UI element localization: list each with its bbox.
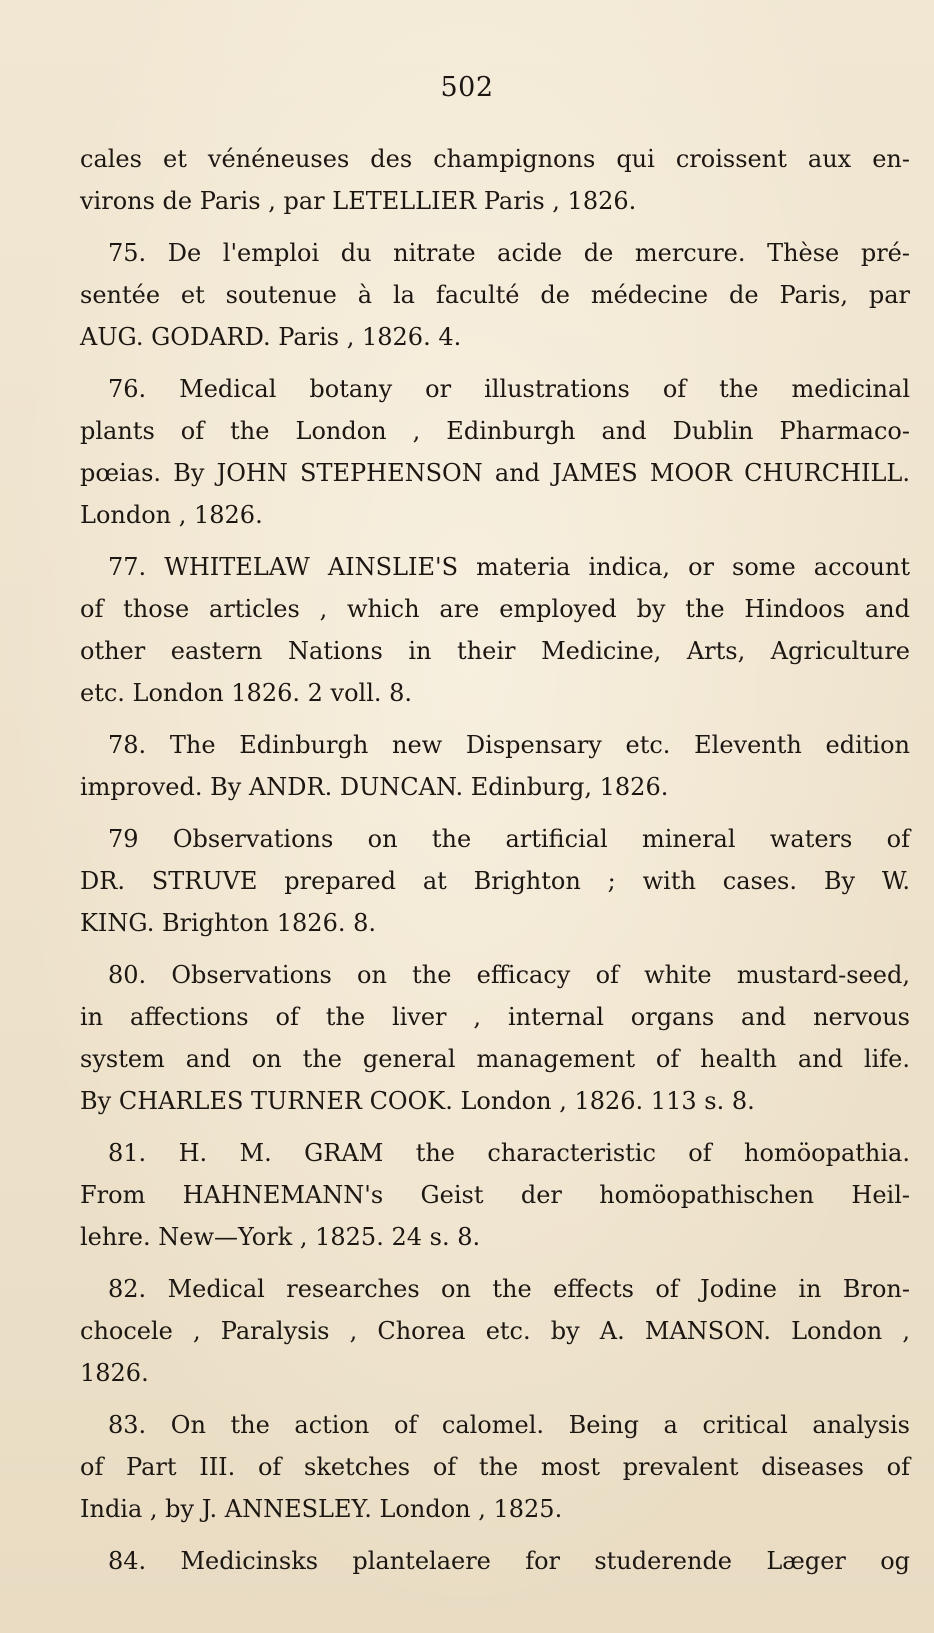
entry-line: 77. WHITELAW AINSLIE'S materia indica, or some account: [108, 553, 910, 581]
entry-line: other eastern Nations in their Medicine, Arts, Agriculture: [80, 637, 910, 665]
entry-83: [80, 1404, 910, 1530]
entry-80: [80, 954, 910, 1122]
entry-line: 79 Observations on the artificial mineral waters of: [108, 825, 910, 853]
bibliography-list: [80, 138, 910, 1592]
page-number: 502: [440, 72, 494, 103]
entry-line: lehre. New—York , 1825. 24 s. 8.: [80, 1223, 481, 1251]
entry-line: plants of the London , Edinburgh and Dublin Pharmaco-: [80, 417, 910, 445]
entry-76: [80, 368, 910, 536]
entry-line: of those articles , which are employed by the Hindoos and: [80, 595, 910, 623]
entry-81: [80, 1132, 910, 1258]
entry-line: system and on the general management of health and life.: [80, 1045, 910, 1073]
entry-line: London , 1826.: [80, 501, 263, 529]
entry-line: 76. Medical botany or illustrations of the medicinal: [108, 375, 910, 403]
entry-82: [80, 1268, 910, 1394]
entry-line: 82. Medical researches on the effects of Jodine in Bron-: [108, 1275, 910, 1303]
entry-line: 83. On the action of calomel. Being a critical analysis: [108, 1411, 910, 1439]
entry-line: 1826.: [80, 1359, 149, 1387]
entry-line: etc. London 1826. 2 voll. 8.: [80, 679, 413, 707]
entry-line: KING. Brighton 1826. 8.: [80, 909, 377, 937]
entry-line: 81. H. M. GRAM the characteristic of homöopathia.: [108, 1139, 910, 1167]
entry-74-continuation: [80, 138, 910, 222]
entry-line: improved. By ANDR. DUNCAN. Edinburg, 1826.: [80, 773, 669, 801]
entry-line: 84. Medicinsks plantelaere for studerende Læger og: [108, 1547, 910, 1575]
entry-line: of Part III. of sketches of the most prevalent diseases of: [80, 1453, 910, 1481]
entry-line: chocele , Paralysis , Chorea etc. by A. MANSON. London ,: [80, 1317, 910, 1345]
entry-line: AUG. GODARD. Paris , 1826. 4.: [80, 323, 462, 351]
entry-line: 75. De l'emploi du nitrate acide de mercure. Thèse pré-: [108, 239, 910, 267]
entry-line: DR. STRUVE prepared at Brighton ; with cases. By W.: [80, 867, 910, 895]
entry-line: sentée et soutenue à la faculté de médecine de Paris, par: [80, 281, 910, 309]
entry-line: 80. Observations on the efficacy of white mustard-seed,: [108, 961, 910, 989]
entry-84: [80, 1540, 910, 1582]
entry-line: From HAHNEMANN's Geist der homöopathischen Heil-: [80, 1181, 910, 1209]
entry-75: [80, 232, 910, 358]
entry-line: pœias. By JOHN STEPHENSON and JAMES MOOR CHURCHILL.: [80, 459, 910, 487]
entry-78: [80, 724, 910, 808]
entry-line: By CHARLES TURNER COOK. London , 1826. 113 s. 8.: [80, 1087, 755, 1115]
entry-line: India , by J. ANNESLEY. London , 1825.: [80, 1495, 563, 1523]
entry-line: virons de Paris , par LETELLIER Paris , 1826.: [80, 187, 637, 215]
entry-79: [80, 818, 910, 944]
entry-line: in affections of the liver , internal organs and nervous: [80, 1003, 910, 1031]
entry-line: cales et vénéneuses des champignons qui croissent aux en-: [80, 145, 910, 173]
entry-77: [80, 546, 910, 714]
entry-line: 78. The Edinburgh new Dispensary etc. Eleventh edition: [108, 731, 910, 759]
